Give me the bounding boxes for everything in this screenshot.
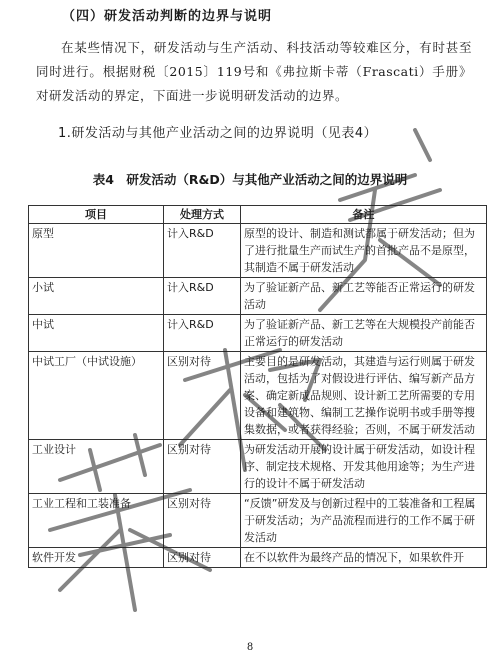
cell-note: 原型的设计、制造和测试都属于研发活动；但为了进行批量生产而试生产的首批产品不是原型，其制造不属于研发活动 [241, 224, 487, 278]
table-caption: 表4 研发活动（R&D）与其他产业活动之间的边界说明 [92, 172, 408, 187]
intro-paragraph: 在某些情况下，研发活动与生产活动、科技活动等较难区分，有时甚至同时进行。根据财税〔2015〕119号和《弗拉斯卡蒂（Frascati）手册》对研发活动的界定，下面进一步说明研发活动的边界。 [36, 40, 472, 103]
cell-treatment: 区别对待 [164, 548, 241, 568]
cell-treatment: 计入R&D [164, 224, 241, 278]
cell-item: 小试 [29, 278, 164, 315]
cell-note: “反馈”研发及与创新过程中的工装准备和工程属于研发活动；为产品流程而进行的工作不属于研发活动 [241, 494, 487, 548]
cell-item: 中试工厂（中试设施） [29, 352, 164, 440]
table-header-row [29, 206, 487, 224]
cell-note: 主要目的是研发活动，其建造与运行则属于研发活动，包括为了对假设进行评估、编写新产品方案、确定新成品规则、设计新工艺所需要的专用设备和建筑物、编制工艺操作说明书或手册等搜集数据，或者获得经验；否则，不属于研发活动 [241, 352, 487, 440]
subheading: 1.研发活动与其他产业活动之间的边界说明（见表4） [58, 126, 378, 141]
cell-note: 为研发活动开展的设计属于研发活动，如设计程序、制定技术规格、开发其他用途等；为生产进行的设计不属于研发活动 [241, 440, 487, 494]
cell-item: 原型 [29, 224, 164, 278]
section-title: （四）研发活动判断的边界与说明 [62, 9, 273, 24]
cell-note: 在不以软件为最终产品的情况下，如果软件开 [241, 548, 487, 568]
table-row [29, 315, 487, 352]
cell-item: 工业工程和工装准备 [29, 494, 164, 548]
cell-treatment: 区别对待 [164, 440, 241, 494]
table-row [29, 548, 487, 568]
table-row [29, 440, 487, 494]
cell-item: 工业设计 [29, 440, 164, 494]
cell-item: 中试 [29, 315, 164, 352]
table-row [29, 494, 487, 548]
cell-treatment: 计入R&D [164, 278, 241, 315]
cell-treatment: 区别对待 [164, 494, 241, 548]
cell-note: 为了验证新产品、新工艺等在大规模投产前能否正常运行的研发活动 [241, 315, 487, 352]
boundary-table [28, 205, 487, 568]
cell-treatment: 区别对待 [164, 352, 241, 440]
cell-note: 为了验证新产品、新工艺等能否正常运行的研发活动 [241, 278, 487, 315]
table-row [29, 224, 487, 278]
page-number: 8 [246, 642, 254, 653]
cell-item: 软件开发 [29, 548, 164, 568]
cell-treatment: 计入R&D [164, 315, 241, 352]
header-item: 项目 [29, 206, 164, 224]
table-row [29, 278, 487, 315]
table-row [29, 352, 487, 440]
header-note: 备注 [241, 206, 487, 224]
header-treatment: 处理方式 [164, 206, 241, 224]
